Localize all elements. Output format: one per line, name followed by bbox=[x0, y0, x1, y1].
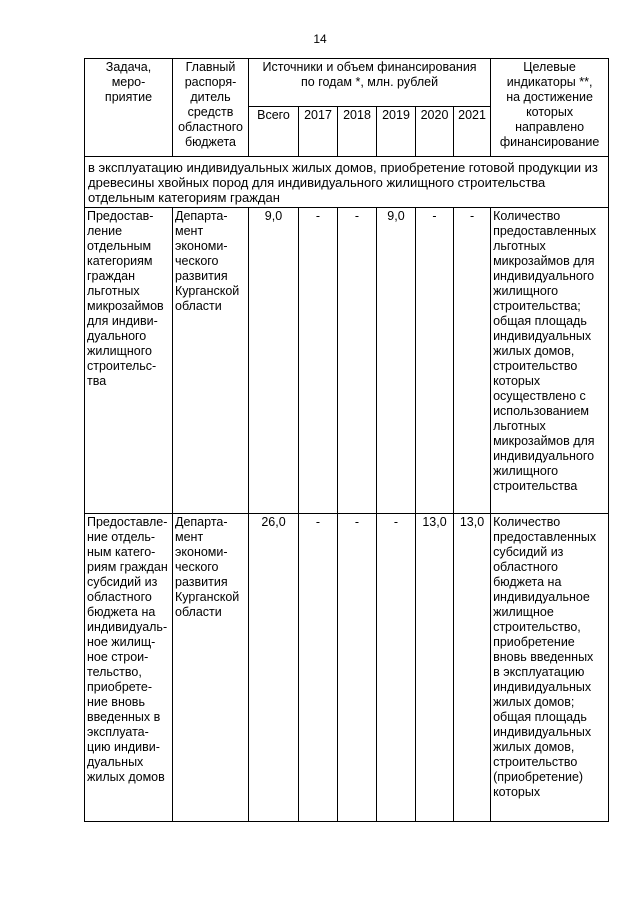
section-text: в эксплуатацию индивидуальных жилых домов, приобретение готовой продукции из древесины хвойных пород для индивидуального жилищного строительства отдельным категориям граждан bbox=[85, 157, 609, 208]
row-value-total: 26,0 bbox=[249, 514, 299, 822]
header-year-2020: 2020 bbox=[416, 107, 454, 157]
header-funding: Источники и объем финансирования по годам *, млн. рублей bbox=[249, 59, 491, 107]
row-value-2020: 13,0 bbox=[416, 514, 454, 822]
row-value-2019: - bbox=[377, 514, 416, 822]
row-value-2017: - bbox=[299, 514, 338, 822]
row-value-2019: 9,0 bbox=[377, 208, 416, 514]
row-indicator: Количество предоставленных субсидий из областного бюджета на индивидуальное жилищное строительство, приобретение вновь введенных в эксплуатацию индивидуальных жилых домов; общая площадь индивидуальных жилых домов, строительство (приобретение) которых bbox=[491, 514, 609, 822]
header-year-2018: 2018 bbox=[338, 107, 377, 157]
row-task: Предостав- ление отдельным категориям граждан льготных микрозаймов для индиви- дуального жилищного строительс- тва bbox=[85, 208, 173, 514]
row-value-2021: 13,0 bbox=[454, 514, 491, 822]
row-value-2017: - bbox=[299, 208, 338, 514]
funding-table bbox=[84, 58, 609, 822]
header-year-total: Всего bbox=[249, 107, 299, 157]
header-indicators: Целевые индикаторы **, на достижение которых направлено финансирование bbox=[491, 59, 609, 157]
row-value-total: 9,0 bbox=[249, 208, 299, 514]
row-task: Предоставле- ние отдель- ным катего- риям граждан субсидий из областного бюджета на индивидуаль- ное жилищ- ное строи- тельство, приобрете- ние вновь введенных в эксплуата- цию индиви- дуальных жилых домов bbox=[85, 514, 173, 822]
section-row bbox=[85, 157, 609, 208]
row-value-2018: - bbox=[338, 514, 377, 822]
row-value-2021: - bbox=[454, 208, 491, 514]
row-value-2018: - bbox=[338, 208, 377, 514]
header-manager: Главный распоря- дитель средств областного бюджета bbox=[173, 59, 249, 157]
row-indicator: Количество предоставленных льготных микрозаймов для индивидуального жилищного строительства; общая площадь индивидуальных жилых домов, строительство которых осуществлено с использованием льготных микрозаймов для индивидуального жилищного строительства bbox=[491, 208, 609, 514]
header-year-2017: 2017 bbox=[299, 107, 338, 157]
header-row-1 bbox=[85, 59, 609, 107]
table-row bbox=[85, 514, 609, 822]
header-task: Задача, меро- приятие bbox=[85, 59, 173, 157]
row-manager: Департа- мент экономи- ческого развития Курганской области bbox=[173, 514, 249, 822]
header-year-2019: 2019 bbox=[377, 107, 416, 157]
table-row bbox=[85, 208, 609, 514]
page-number: 14 bbox=[313, 32, 327, 46]
row-value-2020: - bbox=[416, 208, 454, 514]
row-manager: Департа- мент экономи- ческого развития Курганской области bbox=[173, 208, 249, 514]
header-year-2021: 2021 bbox=[454, 107, 491, 157]
